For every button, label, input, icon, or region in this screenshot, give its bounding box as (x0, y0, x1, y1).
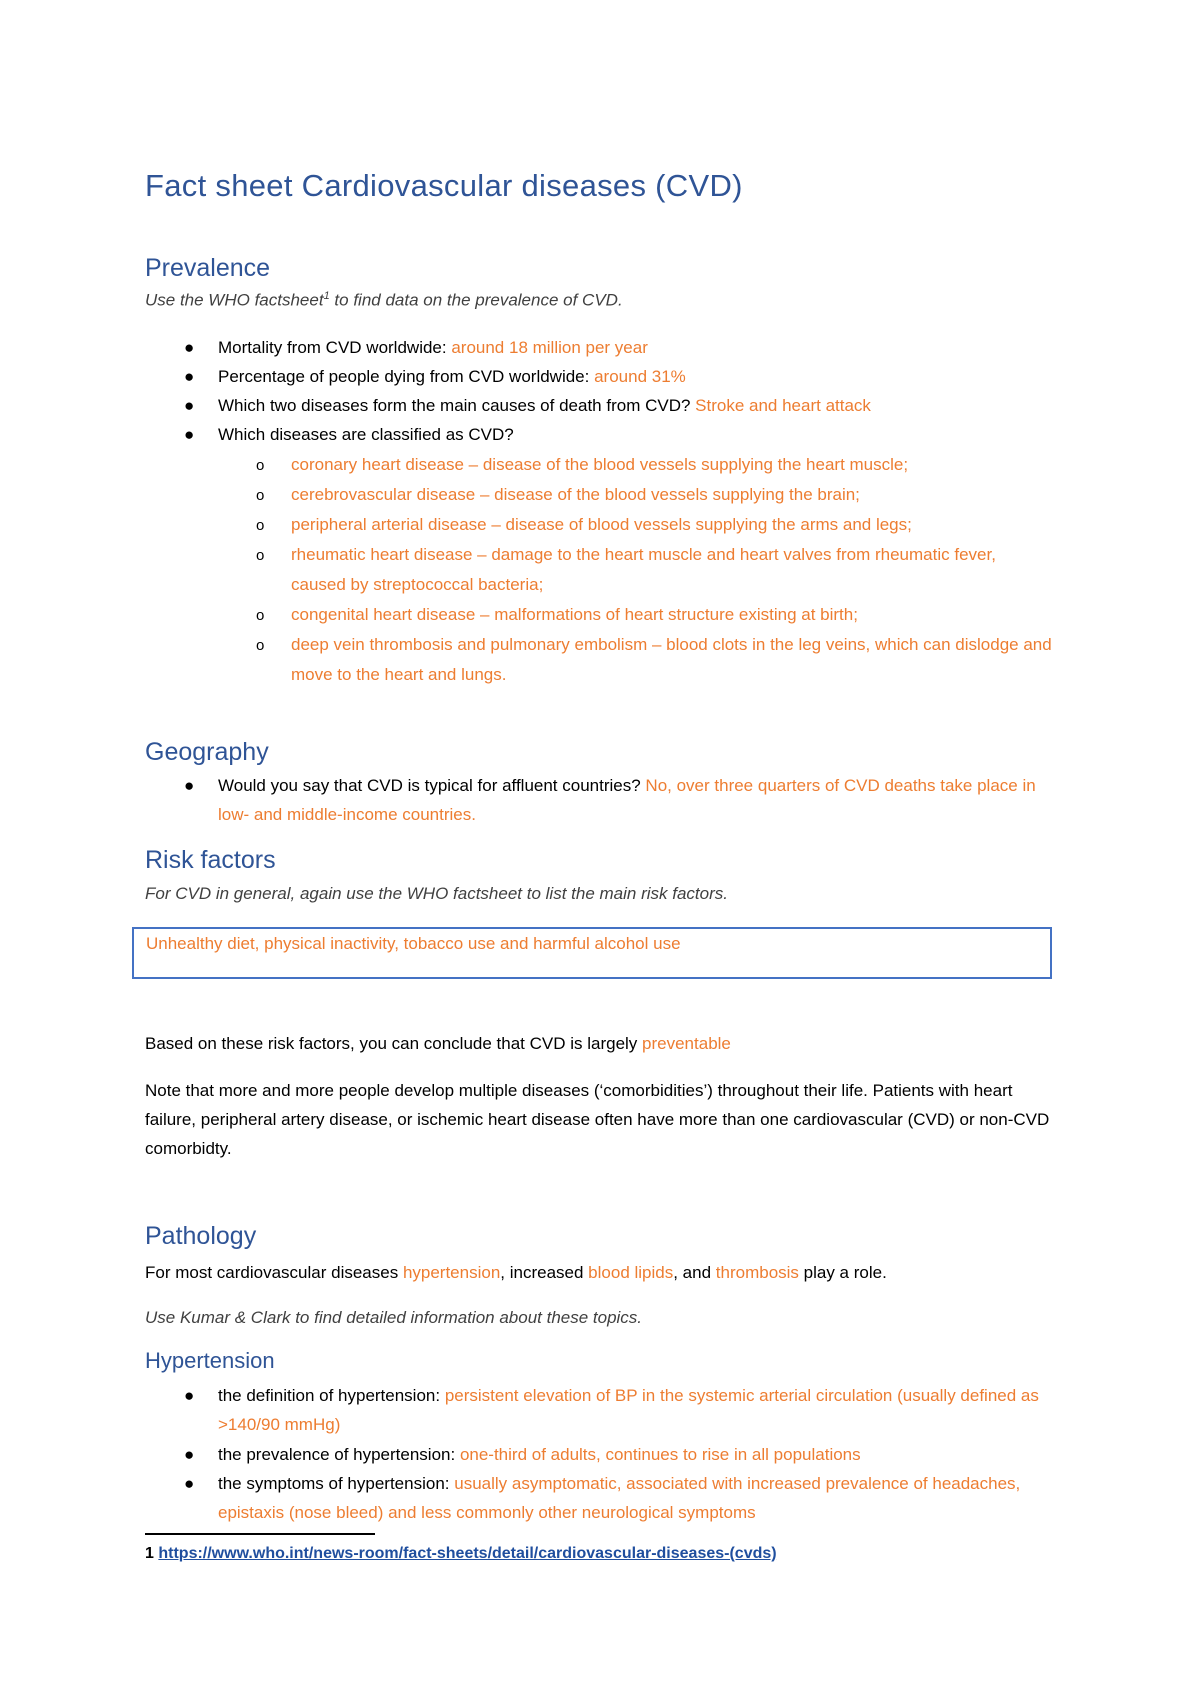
question: the symptoms of hypertension: (218, 1474, 455, 1493)
prevalence-instruction (145, 290, 1065, 311)
circle-bullet-icon: o (256, 457, 265, 474)
footnote-link[interactable]: https://www.who.int/news-room/fact-sheets/detail/cardiovascular-diseases-(cvds) (158, 1545, 777, 1562)
answer: persistent elevation of BP in the systemic arterial circulation (usually defined as >140/90 mmHg) (218, 1386, 1039, 1434)
bullet-dot-icon: ● (184, 1445, 195, 1464)
text: , increased (500, 1263, 589, 1282)
comorbidity-note: Note that more and more people develop multiple diseases (‘comorbidities’) throughout their life. Patients with heart failure, peripheral artery disease, or ischemic heart disease often have more than one cardiovascular (CVD) or non-CVD comorbidty. (145, 1081, 1050, 1158)
footnote-number: 1 (145, 1545, 154, 1562)
question: Which diseases are classified as CVD? (218, 425, 514, 444)
cvd-type-item: cerebrovascular disease – disease of the blood vessels supplying the brain; (291, 485, 860, 504)
pathology-instruction: Use Kumar & Clark to find detailed information about these topics. (145, 1308, 643, 1327)
circle-bullet-icon: o (256, 517, 265, 534)
instruction-text-end: to find data on the prevalence of CVD. (329, 290, 623, 310)
bullet-dot-icon: ● (184, 425, 195, 444)
cvd-type-item: congenital heart disease – malformations of heart structure existing at birth; (291, 605, 858, 624)
text: play a role. (798, 1263, 887, 1282)
bullet-dot-icon: ● (184, 367, 195, 386)
answer: around 18 million per year (451, 338, 648, 357)
bullet-dot-icon: ● (184, 396, 195, 415)
prevalence-item-1 (218, 333, 1078, 362)
answer: Stroke and heart attack (695, 396, 871, 415)
answer: preventable (642, 1034, 731, 1053)
bullet-dot-icon: ● (184, 776, 195, 795)
circle-bullet-icon: o (256, 637, 265, 654)
pathology-text (145, 1258, 1065, 1287)
question: the prevalence of hypertension: (218, 1445, 460, 1464)
risk-conclusion (145, 1029, 1065, 1058)
cvd-type-item: rheumatic heart disease – damage to the heart muscle and heart valves from rheumatic fever, caused by streptococcal bacteria; (291, 545, 996, 594)
question: Which two diseases form the main causes of death from CVD? (218, 396, 696, 415)
question: Mortality from CVD worldwide: (218, 338, 452, 357)
circle-bullet-icon: o (256, 487, 265, 504)
question: Would you say that CVD is typical for affluent countries? (218, 776, 646, 795)
page-title: Fact sheet Cardiovascular diseases (CVD) (145, 168, 743, 203)
geography-item (218, 771, 1038, 829)
cvd-type-item: deep vein thrombosis and pulmonary embolism – blood clots in the leg veins, which can dislodge and move to the heart and lungs. (291, 635, 1052, 684)
answer: blood lipids (588, 1263, 674, 1282)
answer: No, over three quarters of CVD deaths take place in low- and middle-income countries. (218, 776, 1036, 824)
circle-bullet-icon: o (256, 607, 265, 624)
conclusion-text: Based on these risk factors, you can conclude that CVD is largely (145, 1034, 643, 1053)
answer: around 31% (594, 367, 686, 386)
answer: hypertension (402, 1263, 501, 1282)
risk-factors-answer-box: Unhealthy diet, physical inactivity, tobacco use and harmful alcohol use (132, 927, 1052, 979)
risk-instruction: For CVD in general, again use the WHO factsheet to list the main risk factors. (145, 884, 728, 903)
bullet-dot-icon: ● (184, 1474, 195, 1493)
heading-pathology: Pathology (145, 1222, 257, 1250)
bullet-dot-icon: ● (184, 1386, 195, 1405)
text: For most cardiovascular diseases (145, 1263, 403, 1282)
footnote-separator (145, 1533, 375, 1535)
cvd-type-item: coronary heart disease – disease of the blood vessels supplying the heart muscle; (291, 455, 909, 474)
question: Percentage of people dying from CVD worldwide: (218, 367, 595, 386)
footnote (145, 1545, 777, 1563)
hypertension-item-3 (218, 1469, 1078, 1527)
circle-bullet-icon: o (256, 547, 265, 564)
prevalence-item-3 (218, 391, 1078, 420)
heading-hypertension: Hypertension (145, 1348, 275, 1373)
answer: usually asymptomatic, associated with increased prevalence of headaches, epistaxis (nose bleed) and less commonly other neurological symptoms (218, 1474, 1021, 1522)
cvd-type-item: peripheral arterial disease – disease of blood vessels supplying the arms and legs; (291, 515, 912, 534)
answer: thrombosis (715, 1263, 799, 1282)
text: , and (673, 1263, 716, 1282)
hypertension-item-1 (218, 1381, 1078, 1439)
answer: one-third of adults, continues to rise in all populations (459, 1445, 861, 1464)
footnote-ref: 1 (323, 290, 330, 302)
heading-geography: Geography (145, 738, 269, 766)
prevalence-item-2 (218, 362, 1078, 391)
instruction-text: Use the WHO factsheet (145, 290, 324, 310)
bullet-dot-icon: ● (184, 338, 195, 357)
heading-risk-factors: Risk factors (145, 846, 276, 874)
heading-prevalence: Prevalence (145, 254, 271, 282)
hypertension-item-2 (218, 1440, 1078, 1469)
prevalence-item-4 (218, 420, 1078, 449)
question: the definition of hypertension: (218, 1386, 445, 1405)
